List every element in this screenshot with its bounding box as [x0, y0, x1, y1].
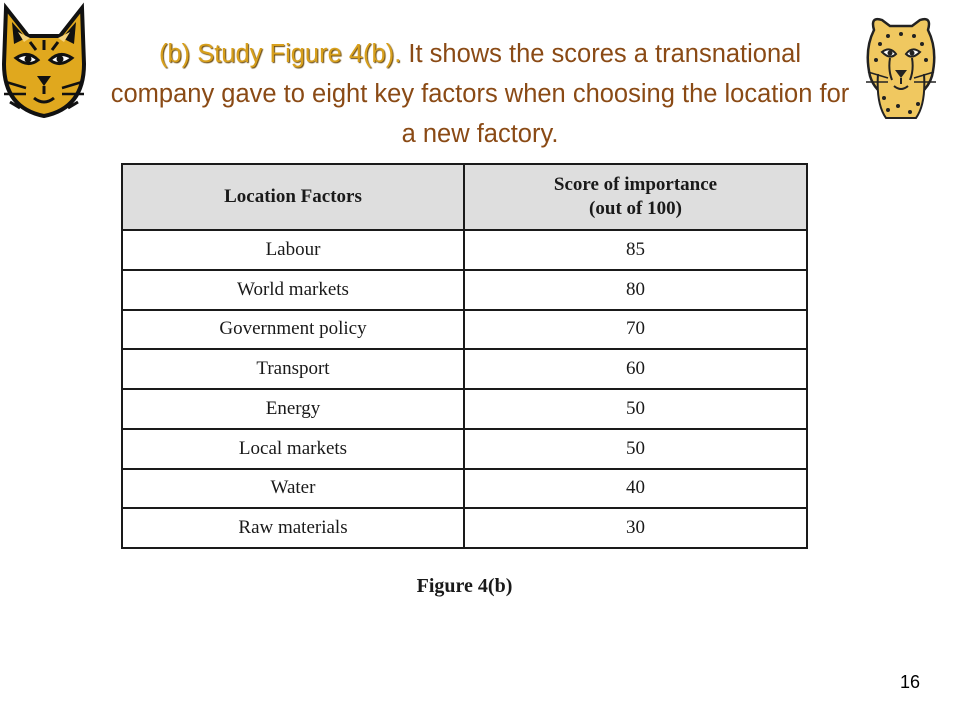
factor-cell: Energy: [122, 389, 464, 429]
table-row: [122, 349, 807, 389]
header-score: [464, 164, 807, 230]
factor-cell: World markets: [122, 270, 464, 310]
factor-cell: Transport: [122, 349, 464, 389]
table-row: [122, 469, 807, 509]
table-row: [122, 310, 807, 350]
figure-caption: Figure 4(b): [416, 575, 513, 597]
score-cell: 50: [464, 429, 807, 469]
factor-cell: Labour: [122, 230, 464, 270]
location-factors-table: [121, 163, 808, 549]
heading-lead: (b) Study Figure 4(b).: [158, 40, 402, 68]
page-number: 16: [899, 672, 920, 692]
table-row: [122, 389, 807, 429]
factor-cell: Government policy: [122, 310, 464, 350]
table-row: [122, 508, 807, 548]
figure-table-container: [121, 163, 808, 549]
header-location-factors: Location Factors: [122, 164, 464, 230]
factor-cell: Raw materials: [122, 508, 464, 548]
score-cell: 60: [464, 349, 807, 389]
header-score-line1: Score of importance: [553, 174, 718, 195]
table-header-row: [122, 164, 807, 230]
score-cell: 30: [464, 508, 807, 548]
slide-heading: [110, 34, 850, 154]
score-cell: 85: [464, 230, 807, 270]
table-row: [122, 429, 807, 469]
bobcat-mascot-image: [0, 2, 88, 120]
factor-cell: Local markets: [122, 429, 464, 469]
table-row: [122, 270, 807, 310]
cheetah-mascot-image: [860, 14, 942, 120]
factor-cell: Water: [122, 469, 464, 509]
table-row: [122, 230, 807, 270]
score-cell: 50: [464, 389, 807, 429]
score-cell: 70: [464, 310, 807, 350]
score-cell: 80: [464, 270, 807, 310]
header-score-line2: (out of 100): [589, 198, 682, 219]
heading-text: It shows the scores a transnational company gave to eight key factors when choosing the location for a new factory.: [110, 40, 850, 148]
score-cell: 40: [464, 469, 807, 509]
